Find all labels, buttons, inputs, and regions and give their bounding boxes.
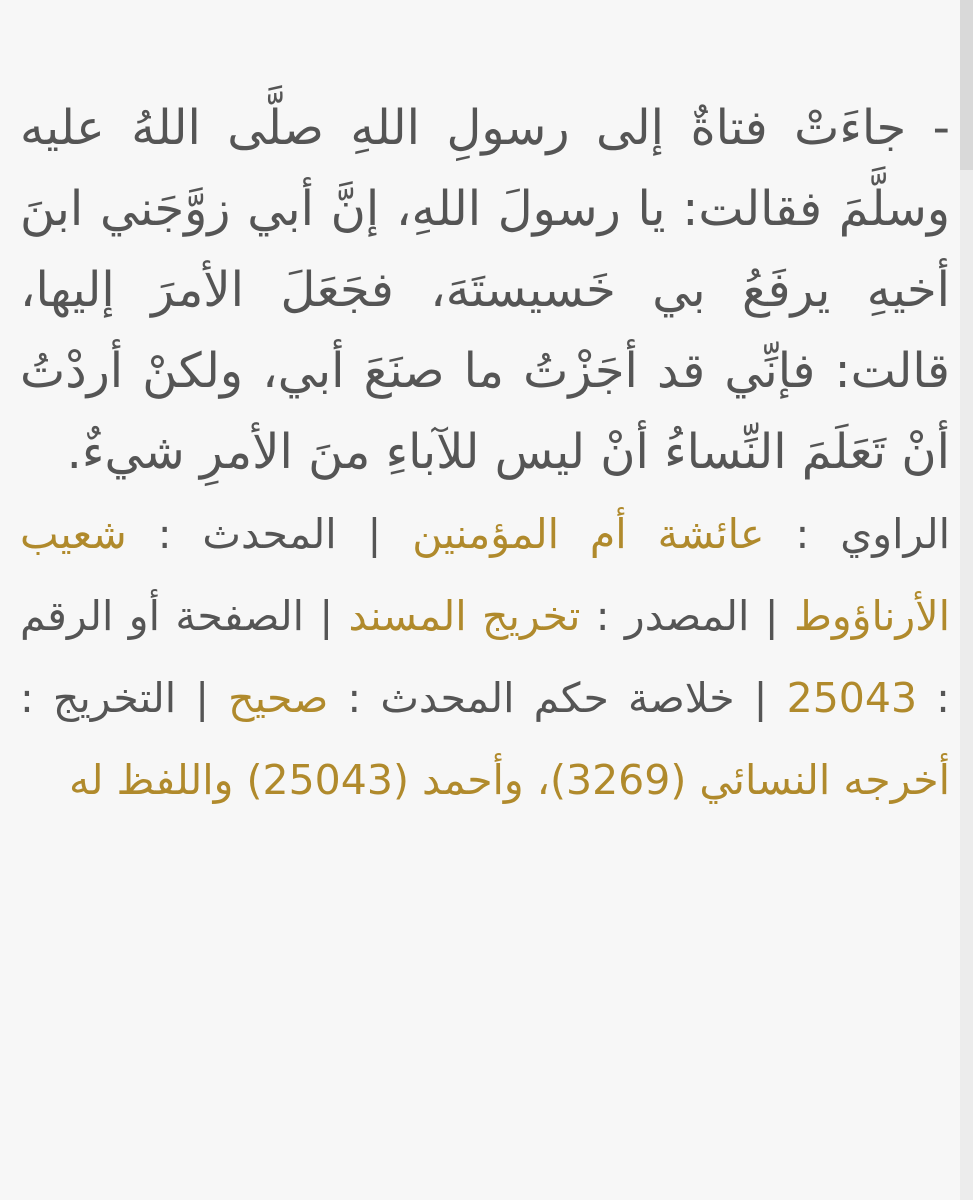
separator: | <box>749 592 794 640</box>
ruling-label: خلاصة حكم المحدث : <box>328 674 735 722</box>
source-label: المصدر : <box>580 592 750 640</box>
ruling-value: صحيح <box>228 674 329 722</box>
takhrij-label: التخريج : <box>20 674 177 722</box>
takhrij-value: أخرجه النسائي (3269)، وأحمد (25043) واللفظ له <box>69 756 950 804</box>
hadith-metadata <box>20 493 950 821</box>
muhaddith-link[interactable]: شعيب الأرناؤوط <box>20 510 950 640</box>
narrator-label: الراوي : <box>764 510 950 558</box>
separator: | <box>303 592 349 640</box>
hadith-card <box>20 88 950 821</box>
page-label: الصفحة أو الرقم : <box>20 592 950 722</box>
separator: | <box>176 674 229 722</box>
page-number: 25043 <box>786 674 918 722</box>
separator: | <box>336 510 413 558</box>
separator: | <box>734 674 787 722</box>
muhaddith-label: المحدث : <box>126 510 337 558</box>
scrollbar-track[interactable] <box>960 0 973 1200</box>
source-link[interactable]: تخريج المسند <box>348 592 581 640</box>
hadith-text: - جاءَتْ فتاةٌ إلى رسولِ اللهِ صلَّى اللهُ عليه وسلَّمَ فقالت: يا رسولَ اللهِ، إنَّ أبي زوَّجَني ابنَ أخيهِ يرفَعُ بي خَسيستَهَ، فجَعَلَ الأمرَ إليها، قالت: فإنِّي قد أجَزْتُ ما صنَعَ أبي، ولكنْ أردْتُ أنْ تَعَلَمَ النِّساءُ أنْ ليس للآباءِ منَ الأمرِ شيءٌ. <box>20 100 950 480</box>
scrollbar-thumb[interactable] <box>960 0 973 170</box>
narrator-link[interactable]: عائشة أم المؤمنين <box>412 510 765 558</box>
